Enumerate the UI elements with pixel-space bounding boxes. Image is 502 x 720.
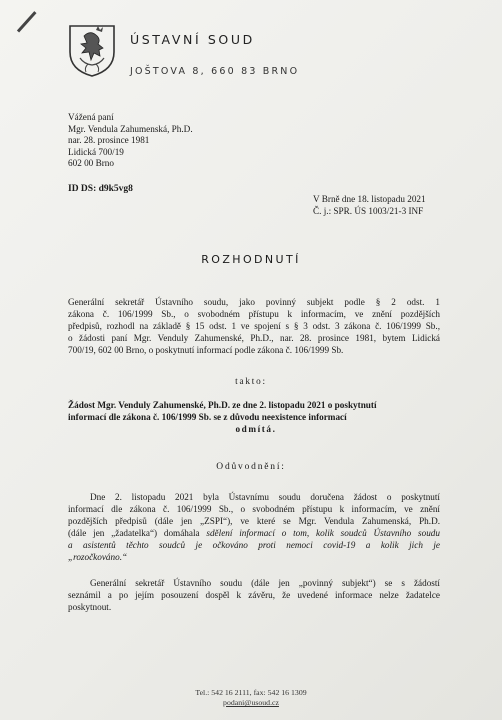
recipient-address: [68, 112, 193, 170]
paragraph-line: poskytnout.: [68, 601, 112, 612]
paragraph-line: zákona č. 106/1999 Sb., o svobodném přístupu k informacím, ve znění pozdějších: [68, 308, 440, 319]
paragraph-line: o žádosti paní Mgr. Venduly Zahumenské, Ph.D., nar. 28. prosince 1981, bytem Lidická: [68, 332, 440, 343]
footer-phone: Tel.: 542 16 2111, fax: 542 16 1309: [195, 688, 307, 697]
reasons-paragraph-2: [68, 578, 440, 614]
paragraph-line: předpisů, rozhodl na základě § 15 odst. 1 ve spojení s § 3 odst. 3 zákona č. 106/1999 Sb.,: [68, 320, 440, 331]
verdict-line: Žádost Mgr. Venduly Zahumenské, Ph.D. ze dne 2. listopadu 2021 o poskytnutí: [68, 400, 377, 410]
reference-number: Č. j.: SPR. ÚS 1003/21-3 INF: [313, 205, 424, 216]
recipient-birth: nar. 28. prosince 1981: [68, 135, 150, 146]
court-name: ÚSTAVNÍ SOUD: [130, 32, 255, 47]
document-title: ROZHODNUTÍ: [201, 253, 301, 266]
paragraph-line: Dne 2. listopadu 2021 byla Ústavnímu soudu doručena žádost o poskytnutí: [90, 492, 440, 502]
decision-intro-paragraph: [68, 297, 440, 357]
paragraph-line: „rozočkováno.“: [68, 551, 128, 562]
paragraph-line: informací dle zákona č. 106/1999 Sb., o svobodném přístupu k informacím, ve znění: [68, 503, 440, 514]
place-date: V Brně dne 18. listopadu 2021: [313, 194, 426, 204]
paragraph-line: [68, 528, 440, 540]
reasons-paragraph-1: [68, 492, 440, 563]
verdict-statement: [68, 400, 444, 436]
line-plain-text: (dále jen „žadatelka“) domáhala: [68, 527, 207, 538]
data-box-id: ID DS: d9k5vg8: [68, 184, 133, 194]
recipient-street: Lidická 700/19: [68, 146, 124, 157]
date-reference-block: [313, 194, 426, 218]
court-address: JOŠTOVA 8, 660 83 BRNO: [130, 66, 300, 77]
paragraph-line: Generální sekretář Ústavního soudu, jako povinný subjekt podle § 2 odst. 1: [68, 297, 440, 307]
verdict-line: informací dle zákona č. 106/1999 Sb. se z důvodu neexistence informací: [68, 411, 347, 422]
paragraph-line: pozdějších předpisů (dále jen „ZSPI“), ve které se Mgr. Vendula Zahumenská, Ph.D.: [68, 515, 440, 526]
state-emblem-icon: [66, 22, 118, 78]
recipient-city: 602 00 Brno: [68, 158, 114, 169]
paragraph-line: Generální sekretář Ústavního soudu (dále jen „povinný subjekt“) se s žádostí: [90, 578, 440, 588]
takto-label: takto:: [235, 376, 267, 386]
verdict-line: odmítá.: [235, 423, 277, 434]
salutation: Vážená paní: [68, 112, 114, 122]
footer-email-link[interactable]: podani@usoud.cz: [223, 698, 279, 707]
paragraph-line: a asistentů těchto soudců je očkováno proti nemoci covid-19 a kolik jich je: [68, 539, 440, 550]
reasons-heading: Odůvodnění:: [216, 462, 286, 472]
paragraph-line: seznámil a po jejím posouzení dospěl k závěru, že uvedené informace nelze žadatelce: [68, 589, 440, 600]
footer-contact: [0, 688, 502, 708]
line-italic-text: sdělení informací o tom, kolik soudců Ústavního soudu: [206, 527, 440, 538]
paragraph-line: 700/19, 602 00 Brno, o poskytnutí informací podle zákona č. 106/1999 Sb.: [68, 344, 344, 355]
pen-mark: [17, 11, 37, 32]
recipient-name: Mgr. Vendula Zahumenská, Ph.D.: [68, 123, 193, 134]
